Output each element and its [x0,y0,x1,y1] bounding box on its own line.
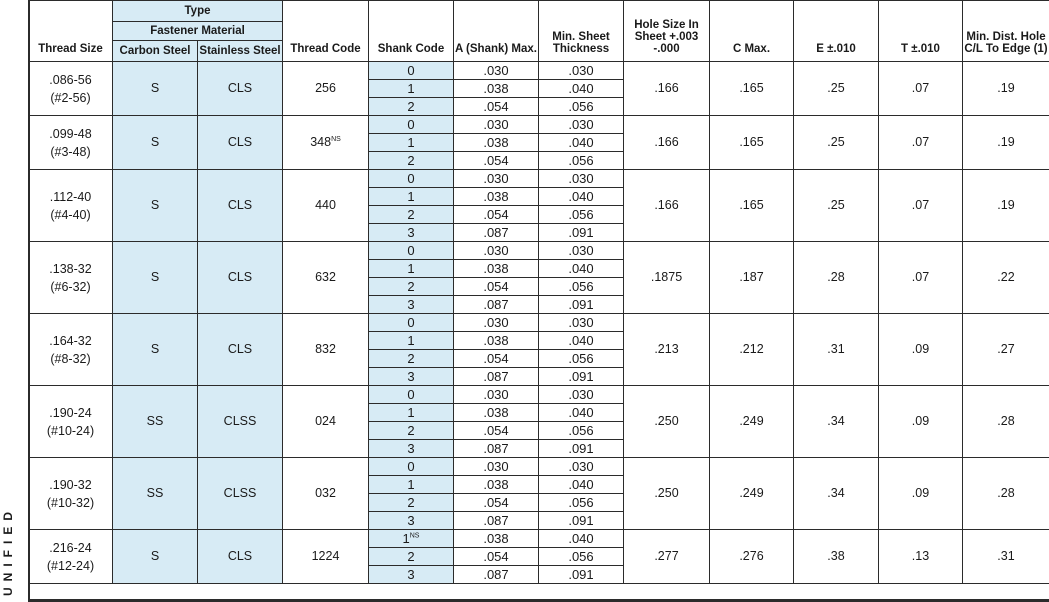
shank-code-note: NS [409,532,420,540]
fastener-spec-table [28,0,1049,584]
shank-code: 2 [407,549,415,564]
header-thread-size: Thread Size [29,1,113,62]
shank-code: 2 [407,279,415,294]
header-c-max: C Max. [710,1,794,62]
min-dist-edge: .28 [963,458,1049,530]
a-shank-max: .030 [454,458,539,476]
min-sheet-thickness: .040 [539,530,624,548]
header-min-dist: Min. Dist. Hole C/L To Edge (1) [963,1,1049,62]
shank-code: 0 [407,63,415,78]
shank-code: 2 [407,99,415,114]
shank-code: 2 [407,153,415,168]
shank-code: 0 [407,315,415,330]
thread-code-cell [283,170,369,242]
a-shank-max: .054 [454,278,539,296]
shank-code-cell [369,566,454,584]
a-shank-max: .054 [454,422,539,440]
table-row [29,116,1049,134]
header-a-shank: A (Shank) Max. [454,1,539,62]
hole-size: .213 [624,314,710,386]
shank-code-cell [369,98,454,116]
thread-size-cell [29,170,113,242]
e-value: .38 [794,530,879,584]
header-fastener-material: Fastener Material [113,22,283,41]
table-row [29,386,1049,404]
a-shank-max: .087 [454,224,539,242]
shank-code: 1 [407,477,415,492]
stainless-steel-type: CLS [198,62,283,116]
hole-size: .250 [624,386,710,458]
thread-code: 1224 [311,549,340,563]
a-shank-max: .054 [454,152,539,170]
min-sheet-thickness: .030 [539,62,624,80]
min-sheet-thickness: .030 [539,386,624,404]
header-hole-size: Hole Size In Sheet +.003 -.000 [624,1,710,62]
e-value: .31 [794,314,879,386]
thread-code-cell [283,530,369,584]
table-row [29,458,1049,476]
c-max: .276 [710,530,794,584]
shank-code-cell [369,386,454,404]
thread-size-number: (#10-32) [46,495,95,510]
c-max: .212 [710,314,794,386]
table-body [29,62,1049,584]
a-shank-max: .038 [454,260,539,278]
e-value: .28 [794,242,879,314]
thread-size-cell [29,530,113,584]
shank-code: 1 [402,531,410,546]
table-row [29,314,1049,332]
hole-size: .166 [624,170,710,242]
shank-code: 2 [407,207,415,222]
a-shank-max: .054 [454,206,539,224]
stainless-steel-type: CLS [198,530,283,584]
c-max: .187 [710,242,794,314]
min-sheet-thickness: .091 [539,368,624,386]
hole-size: .166 [624,116,710,170]
thread-size-cell [29,458,113,530]
thread-code: 256 [315,81,336,95]
shank-code-cell [369,404,454,422]
shank-code: 1 [407,189,415,204]
carbon-steel-type: S [113,314,198,386]
min-sheet-thickness: .091 [539,512,624,530]
min-sheet-thickness: .030 [539,458,624,476]
thread-code-cell [283,242,369,314]
min-sheet-thickness: .056 [539,98,624,116]
shank-code-cell [369,134,454,152]
shank-code: 0 [407,459,415,474]
thread-code-note: NS [331,135,341,143]
hole-size: .250 [624,458,710,530]
shank-code-cell [369,116,454,134]
min-dist-edge: .19 [963,62,1049,116]
thread-code-cell [283,116,369,170]
shank-code-cell [369,458,454,476]
carbon-steel-type: S [113,242,198,314]
shank-code-cell [369,350,454,368]
min-sheet-thickness: .040 [539,134,624,152]
a-shank-max: .054 [454,548,539,566]
shank-code: 2 [407,351,415,366]
shank-code-cell [369,332,454,350]
shank-code: 0 [407,387,415,402]
shank-code-cell [369,548,454,566]
shank-code-cell [369,224,454,242]
min-sheet-thickness: .040 [539,476,624,494]
min-dist-edge: .22 [963,242,1049,314]
thread-code: 024 [315,414,336,428]
min-sheet-thickness: .056 [539,206,624,224]
header-thread-code: Thread Code [283,1,369,62]
header-e: E ±.010 [794,1,879,62]
thread-size: .164-32 [49,333,92,348]
header-min-sheet: Min. Sheet Thickness [539,1,624,62]
thread-size-number: (#12-24) [46,558,95,573]
shank-code-cell [369,314,454,332]
thread-code-cell [283,314,369,386]
t-value: .07 [879,62,963,116]
header-stainless-steel: Stainless Steel [198,41,283,62]
hole-size: .1875 [624,242,710,314]
t-value: .09 [879,314,963,386]
a-shank-max: .038 [454,332,539,350]
table-row [29,530,1049,548]
min-sheet-thickness: .040 [539,188,624,206]
thread-size: .099-48 [49,126,92,141]
a-shank-max: .030 [454,386,539,404]
min-dist-edge: .28 [963,386,1049,458]
shank-code-cell [369,278,454,296]
t-value: .07 [879,116,963,170]
a-shank-max: .054 [454,98,539,116]
a-shank-max: .087 [454,512,539,530]
min-sheet-thickness: .091 [539,296,624,314]
a-shank-max: .054 [454,350,539,368]
thread-size: .138-32 [49,261,92,276]
shank-code-cell [369,80,454,98]
t-value: .13 [879,530,963,584]
shank-code: 1 [407,333,415,348]
e-value: .25 [794,116,879,170]
header-shank-code: Shank Code [369,1,454,62]
thread-size: .112-40 [49,189,92,204]
thread-code-cell [283,386,369,458]
thread-size-number: (#3-48) [50,144,91,159]
a-shank-max: .087 [454,368,539,386]
thread-size-cell [29,116,113,170]
hole-size: .166 [624,62,710,116]
shank-code: 1 [407,261,415,276]
e-value: .34 [794,458,879,530]
stainless-steel-type: CLS [198,242,283,314]
shank-code-cell [369,440,454,458]
min-sheet-thickness: .056 [539,350,624,368]
thread-code-cell [283,458,369,530]
stainless-steel-type: CLS [198,116,283,170]
shank-code-cell [369,188,454,206]
thread-size-cell [29,62,113,116]
a-shank-max: .038 [454,80,539,98]
shank-code: 3 [407,369,415,384]
shank-code: 3 [407,513,415,528]
table-row [29,242,1049,260]
a-shank-max: .038 [454,476,539,494]
shank-code: 2 [407,423,415,438]
min-sheet-thickness: .091 [539,566,624,584]
shank-code: 3 [407,441,415,456]
thread-code-cell [283,62,369,116]
table-row [29,62,1049,80]
min-sheet-thickness: .030 [539,314,624,332]
thread-size-number: (#2-56) [50,90,91,105]
min-sheet-thickness: .030 [539,170,624,188]
thread-code: 032 [315,486,336,500]
thread-size-number: (#4-40) [50,207,91,222]
a-shank-max: .030 [454,242,539,260]
shank-code: 1 [407,405,415,420]
c-max: .165 [710,116,794,170]
min-dist-edge: .19 [963,170,1049,242]
header-carbon-steel: Carbon Steel [113,41,198,62]
min-sheet-thickness: .056 [539,422,624,440]
hole-size: .277 [624,530,710,584]
min-sheet-thickness: .056 [539,152,624,170]
a-shank-max: .030 [454,116,539,134]
min-sheet-thickness: .091 [539,440,624,458]
a-shank-max: .087 [454,296,539,314]
a-shank-max: .038 [454,134,539,152]
shank-code-cell [369,422,454,440]
c-max: .249 [710,458,794,530]
min-dist-edge: .19 [963,116,1049,170]
shank-code-cell [369,296,454,314]
e-value: .34 [794,386,879,458]
thread-size-cell [29,314,113,386]
carbon-steel-type: SS [113,386,198,458]
shank-code-cell [369,170,454,188]
thread-size-cell [29,386,113,458]
c-max: .165 [710,62,794,116]
t-value: .07 [879,170,963,242]
shank-code: 1 [407,81,415,96]
min-sheet-thickness: .056 [539,278,624,296]
table-header [29,1,1049,62]
a-shank-max: .038 [454,404,539,422]
thread-code: 440 [315,198,336,212]
a-shank-max: .030 [454,62,539,80]
shank-code: 0 [407,171,415,186]
side-label-bar [0,0,30,602]
a-shank-max: .087 [454,440,539,458]
shank-code-cell [369,494,454,512]
stainless-steel-type: CLSS [198,386,283,458]
min-sheet-thickness: .040 [539,332,624,350]
shank-code-cell [369,512,454,530]
thread-code: 832 [315,342,336,356]
shank-code-cell [369,476,454,494]
e-value: .25 [794,62,879,116]
c-max: .165 [710,170,794,242]
thread-size-cell [29,242,113,314]
thread-size-number: (#10-24) [46,423,95,438]
shank-code: 1 [407,135,415,150]
shank-code-cell [369,242,454,260]
shank-code-cell [369,530,454,548]
stainless-steel-type: CLSS [198,458,283,530]
shank-code-cell [369,152,454,170]
carbon-steel-type: S [113,170,198,242]
thread-size: .216-24 [49,540,92,555]
shank-code: 3 [407,567,415,582]
shank-code: 0 [407,117,415,132]
table-row [29,170,1049,188]
t-value: .07 [879,242,963,314]
a-shank-max: .054 [454,494,539,512]
thread-size: .190-24 [49,405,92,420]
min-dist-edge: .27 [963,314,1049,386]
thread-size: .190-32 [49,477,92,492]
min-sheet-thickness: .040 [539,404,624,422]
min-dist-edge: .31 [963,530,1049,584]
thread-size-number: (#8-32) [50,351,91,366]
thread-code: 348 [310,135,332,149]
min-sheet-thickness: .030 [539,116,624,134]
carbon-steel-type: SS [113,458,198,530]
min-sheet-thickness: .030 [539,242,624,260]
min-sheet-thickness: .056 [539,548,624,566]
thread-size: .086-56 [49,72,92,87]
shank-code-cell [369,62,454,80]
t-value: .09 [879,386,963,458]
a-shank-max: .087 [454,566,539,584]
thread-size-number: (#6-32) [50,279,91,294]
a-shank-max: .038 [454,188,539,206]
stainless-steel-type: CLS [198,170,283,242]
stainless-steel-type: CLS [198,314,283,386]
shank-code: 3 [407,297,415,312]
shank-code-cell [369,206,454,224]
c-max: .249 [710,386,794,458]
a-shank-max: .030 [454,314,539,332]
side-label: UNIFIED [1,506,15,596]
min-sheet-thickness: .040 [539,80,624,98]
thread-code: 632 [315,270,336,284]
min-sheet-thickness: .091 [539,224,624,242]
carbon-steel-type: S [113,62,198,116]
a-shank-max: .030 [454,170,539,188]
t-value: .09 [879,458,963,530]
shank-code: 0 [407,243,415,258]
header-t: T ±.010 [879,1,963,62]
min-sheet-thickness: .056 [539,494,624,512]
shank-code: 2 [407,495,415,510]
shank-code-cell [369,368,454,386]
e-value: .25 [794,170,879,242]
carbon-steel-type: S [113,530,198,584]
shank-code-cell [369,260,454,278]
header-type: Type [113,1,283,22]
shank-code: 3 [407,225,415,240]
a-shank-max: .038 [454,530,539,548]
carbon-steel-type: S [113,116,198,170]
min-sheet-thickness: .040 [539,260,624,278]
